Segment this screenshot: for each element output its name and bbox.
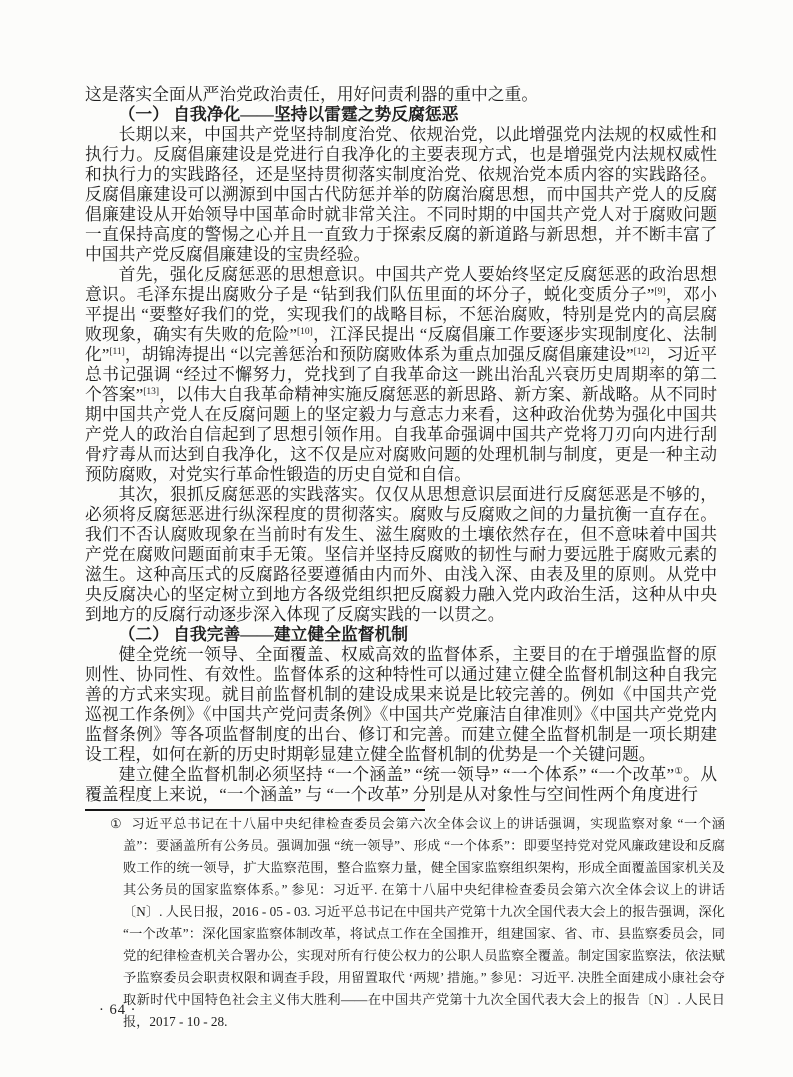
citation-ref: [10]	[296, 327, 313, 337]
citation-ref: [12]	[633, 347, 650, 357]
footnote: ① 习近平总书记在十八届中央纪律检查委员会第六次全体会议上的讲话强调，实现监察对象 “一个涵盖”：要涵盖所有公务员。强调加强 “统一领导”、形成 “一个体系”：即要坚持党对党风廉政建设和反腐败工作的统一领导，扩大监察范围，整合监察力量，健全国家监察组织架构，形成全面覆盖国家机关及其公务员的国家监察体系。” 参见：习近平. 在第十八届中央纪律检查委员会第六次全体会议上的讲话〔N〕. 人民日报，2016 - 05 - 03. 习近平总书记在中国共产党第十九次全国代表大会上的报告强调，深化 “一个改革”：深化国家监察体制改革，将试点工作在全国推开，组建国家、省、市、县监察委员会，同党的纪律检查机关合署办公，实现对所有行使公权力的公职人员监察全覆盖。制定国家监察法，依法赋予监察委员会职责权限和调查手段，用留置取代 ‘两规’ 措施。” 参见：习近平. 决胜全面建成小康社会夺取新时代中国特色社会主义伟大胜利——在中国共产党第十九次全国代表大会上的报告〔N〕. 人民日报，2017 - 10 - 28.	[110, 816, 725, 1029]
footnotes	[85, 813, 725, 1033]
footnote-marker: ①	[110, 816, 123, 831]
body-paragraph: 首先，强化反腐惩恶的思想意识。中国共产党人要始终坚定反腐惩恶的政治思想意识。毛泽东提出腐败分子是 “钻到我们队伍里面的坏分子，蜕化变质分子”[9]，邓小平提出 “要整好我们的党，实现我们的战略目标，不惩治腐败，特别是党内的高层腐败现象，确实有失败的危险”[10]，江泽民提出 “反腐倡廉工作要逐步实现制度化、法制化”[11]，胡锦涛提出 “以完善惩治和预防腐败体系为重点加强反腐倡廉建设”[12]，习近平总书记强调 “经过不懈努力，党找到了自我革命这一跳出治乱兴衰历史周期率的第二个答案”[13]，以伟大自我革命精神实施反腐惩恶的新思路、新方案、新战略。从不同时期中国共产党人在反腐问题上的坚定毅力与意志力来看，这种政治优势为强化中国共产党人的政治自信起到了思想引领作用。自我革命强调中国共产党将刀刃向内进行刮骨疗毒从而达到自我净化，这不仅是应对腐败问题的处理机制与制度，更是一种主动预防腐败，对党实行革命性锻造的历史自觉和自信。	[85, 265, 717, 484]
body-paragraph: 这是落实全面从严治党政治责任，用好问责利器的重中之重。	[85, 85, 539, 104]
body-paragraph: 建立健全监督机制必须坚持 “一个涵盖” “统一领导” “一个体系” “一个改革”①。从覆盖程度上来说，“一个涵盖” 与 “一个改革” 分别是从对象性与空间性两个角度进行	[85, 765, 717, 804]
citation-ref: [9]	[654, 287, 666, 297]
citation-ref: [11]	[109, 347, 125, 357]
page-number: · 64 ·	[99, 1002, 137, 1018]
main-text	[85, 85, 717, 805]
citation-ref: [13]	[143, 387, 160, 397]
body-paragraph: 其次，狠抓反腐惩恶的实践落实。仅仅从思想意识层面进行反腐惩恶是不够的，必须将反腐惩恶进行纵深程度的贯彻落实。腐败与反腐败之间的力量抗衡一直存在。我们不否认腐败现象在当前时有发生、滋生腐败的土壤依然存在，但不意味着中国共产党在腐败问题面前束手无策。坚信并坚持反腐败的韧性与耐力要远胜于腐败元素的滋生。这种高压式的反腐路径要遵循由内而外、由浅入深、由表及里的原则。从党中央反腐决心的坚定树立到地方各级党组织把反腐毅力融入党内政治生活，这种从中央到地方的反腐行动逐步深入体现了反腐实践的一以贯之。	[85, 485, 717, 624]
section-heading: （一） 自我净化——坚持以雷霆之势反腐惩恶	[118, 105, 459, 124]
body-paragraph: 长期以来，中国共产党坚持制度治党、依规治党，以此增强党内法规的权威性和执行力。反腐倡廉建设是党进行自我净化的主要表现方式，也是增强党内法规权威性和执行力的实践路径，还是坚持贯彻落实制度治党、依规治党本质内容的实践路径。反腐倡廉建设可以溯源到中国古代防惩并举的防腐治腐思想，而中国共产党人的反腐倡廉建设从开始领导中国革命时就非常关注。不同时期的中国共产党人对于腐败问题一直保持高度的警惕之心并且一直致力于探索反腐的新道路与新思想，并不断丰富了中国共产党反腐倡廉建设的宝贵经验。	[85, 125, 717, 264]
footnote-separator	[85, 809, 425, 811]
citation-ref: ①	[674, 767, 684, 777]
body-paragraph: 健全党统一领导、全面覆盖、权威高效的监督体系，主要目的在于增强监督的原则性、协同性、有效性。监督体系的这种特性可以通过建立健全监督机制这种自我完善的方式来实现。就目前监督机制的建设成果来说是比较完善的。例如《中国共产党巡视工作条例》《中国共产党问责条例》《中国共产党廉洁自律准则》《中国共产党党内监督条例》等各项监督制度的出台、修订和完善。而建立健全监督机制是一项长期建设工程，如何在新的历史时期彰显建立健全监督机制的优势是一个关键问题。	[85, 645, 717, 764]
section-heading: （二） 自我完善——建立健全监督机制	[118, 625, 409, 644]
